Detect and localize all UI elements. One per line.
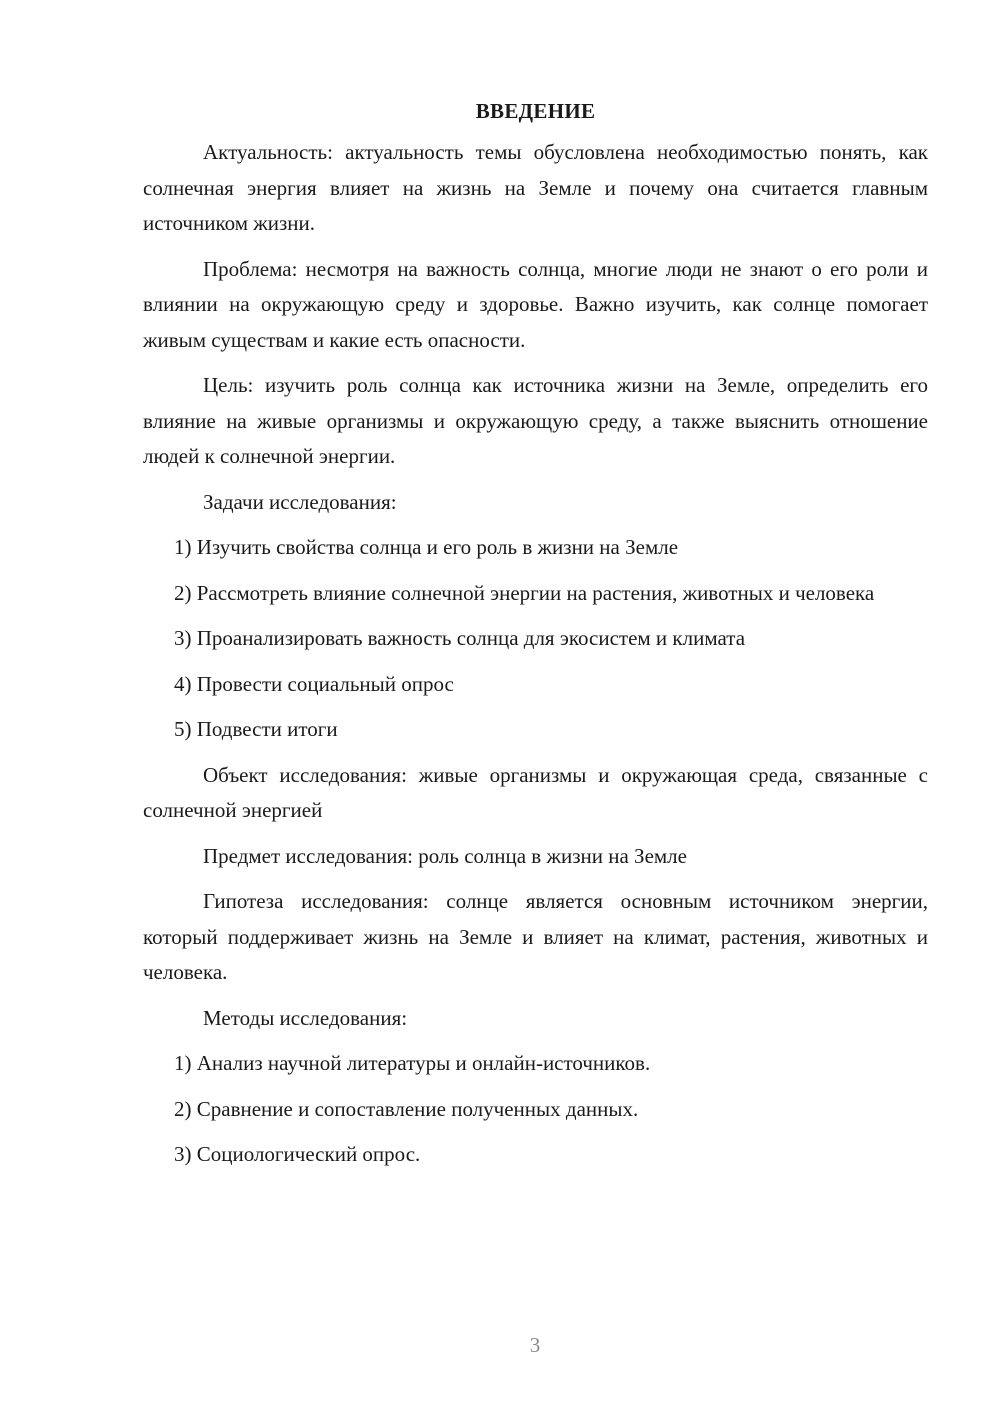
paragraph-methods-heading: Методы исследования: — [203, 1005, 408, 1030]
list-item-task-4: 4) Провести социальный опрос — [174, 671, 454, 696]
list-item-method-1: 1) Анализ научной литературы и онлайн-источников. — [174, 1051, 651, 1075]
list-item-task-1: 1) Изучить свойства солнца и его роль в жизни на Земле — [174, 535, 679, 559]
page-content — [143, 94, 928, 1183]
paragraph-problem: Проблема: несмотря на важность солнца, многие люди не знают о его роли и влиянии на окружающую среду и здоровье. Важно изучить, как солнце помогает живым существам и какие есть опасности. — [143, 256, 928, 352]
paragraph-hypothesis: Гипотеза исследования: солнце является основным источником энергии, который поддерживает жизнь на Земле и влияет на климат, растения, животных и человека. — [143, 889, 928, 984]
list-item-method-2: 2) Сравнение и сопоставление полученных данных. — [174, 1096, 639, 1121]
paragraph-goal: Цель: изучить роль солнца как источника жизни на Земле, определить его влияние на живые организмы и окружающую среду, а также выяснить отношение людей к солнечной энергии. — [143, 373, 928, 468]
list-item-task-5: 5) Подвести итоги — [174, 717, 338, 741]
paragraph-subject: Предмет исследования: роль солнца в жизни на Земле — [203, 843, 687, 868]
paragraph-relevance: Актуальность: актуальность темы обусловлена необходимостью понять, как солнечная энергия влияет на жизнь на Земле и почему она считается главным источником жизни. — [143, 140, 928, 235]
page-number: 3 — [529, 1333, 541, 1357]
page-heading: ВВЕДЕНИЕ — [475, 99, 596, 123]
paragraph-object: Объект исследования: живые организмы и окружающая среда, связанные с солнечной энергией — [143, 762, 928, 822]
list-item-method-3: 3) Социологический опрос. — [174, 1142, 421, 1166]
list-item-task-3: 3) Проанализировать важность солнца для экосистем и климата — [174, 626, 746, 650]
paragraph-tasks-heading: Задачи исследования: — [203, 489, 397, 514]
list-item-task-2: 2) Рассмотреть влияние солнечной энергии на растения, животных и человека — [174, 580, 875, 605]
